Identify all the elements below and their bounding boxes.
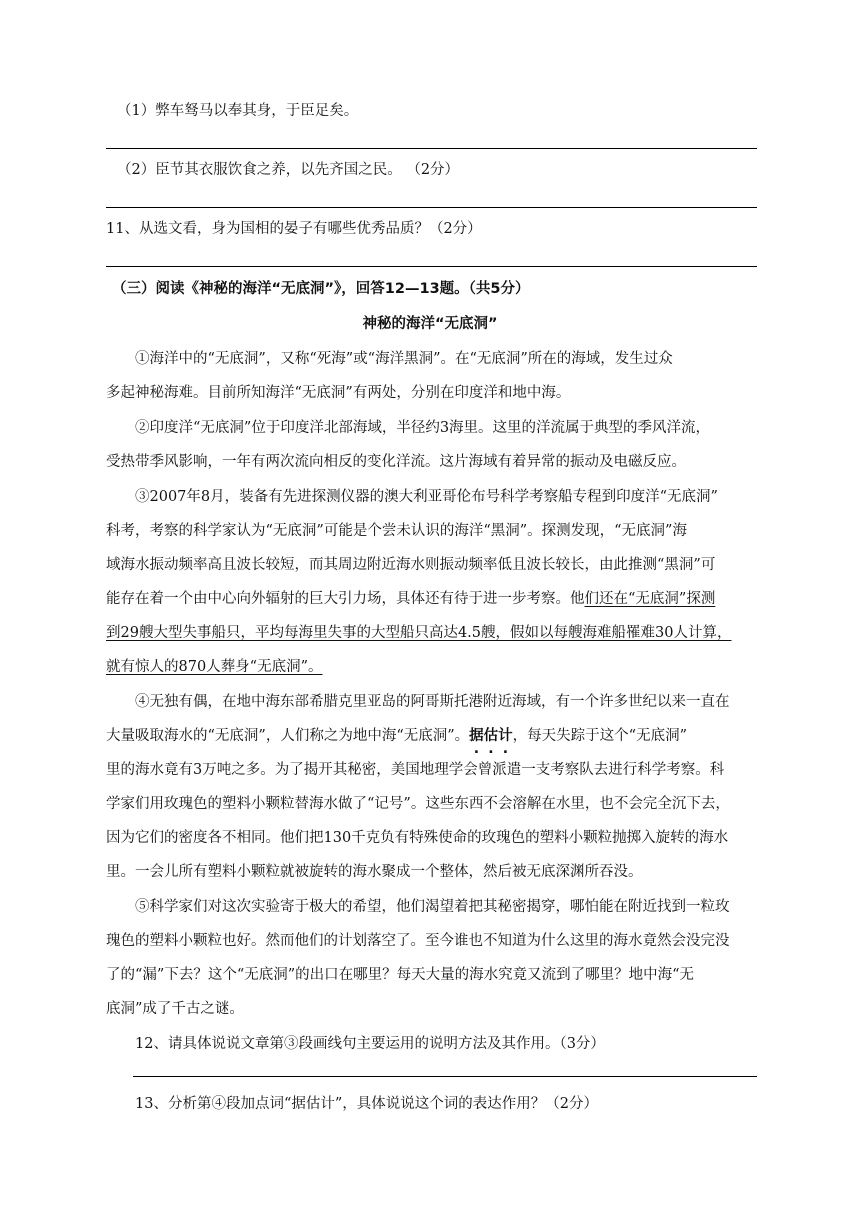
p4-line-1: ④无独有偶，在地中海东部希腊克里亚岛的阿哥斯托港附近海域，有一个许多世纪以来一直在 [135,694,730,710]
p3-line-4 [106,589,715,609]
q10-sentence-2: （2）臣节其衣服饮食之养，以先齐国之民。 （2分） [117,162,460,178]
p3-line-4-plain: 能存在着一个由中心向外辐射的巨大引力场，具体还有待于进一步考察。他 [106,591,585,607]
p3-underlined-line-5: 到29艘大型失事船只，平均每海里失事的大型船只高达4.5艘，假如以每艘海难船罹难30人计算， [106,625,732,641]
p4-line-2-start: 大量吸取海水的“无底洞”，人们称之为地中海“无底洞”。 [106,728,470,744]
dotted-char: 计 [498,728,513,744]
p4-line-3: 里的海水竟有3万吨之多。为了揭开其秘密，美国地理学会曾派遣一支考察队去进行科学考察。科 [106,762,725,778]
p5-line-2: 瑰色的塑料小颗粒也好。然而他们的计划落空了。至今谁也不知道为什么这里的海水竟然会没完没 [106,933,730,949]
p5-line-3: 了的“漏”下去？这个“无底洞”的出口在哪里？每天大量的海水究竟又流到了哪里？地中海“无 [106,967,695,983]
p3-underlined-start: 们还在“无底洞”探测 [584,591,716,607]
article-title: 神秘的海洋“无底洞” [362,316,498,332]
question-12: 12、请具体说说文章第③段画线句主要运用的说明方法及其作用。（3分） [135,1036,605,1052]
p5-line-4: 底洞”成了千古之谜。 [106,1001,244,1017]
dotted-char: 据 [469,728,484,744]
q10-sentence-1: （1）弊车驽马以奉其身，于臣足矣。 [117,103,359,119]
answer-line [106,207,757,208]
p3-line-1: ③2007年8月，装备有先进探测仪器的澳大利亚哥伦布号科学考察船专程到印度洋“无底洞” [135,489,718,505]
section-heading: （三）阅读《神秘的海洋“无底洞”》，回答12—13题。（共5分） [112,281,530,297]
p4-line-2-end: ，每天失踪于这个“无底洞” [512,728,687,744]
p1-line-1: ①海洋中的“无底洞”，又称“死海”或“海洋黑洞”。在“无底洞”所在的海域，发生过众 [135,351,673,367]
question-11: 11、从选文看，身为国相的晏子有哪些优秀品质？（2分） [106,221,482,237]
dotted-char: 估 [483,728,499,744]
p3-line-2: 科考，考察的科学家认为“无底洞”可能是个尝未认识的海洋“黑洞”。探测发现，“无底洞”海 [106,523,687,539]
p4-line-5: 因为它们的密度各不相同。他们把130千克负有特殊使命的玫瑰色的塑料小颗粒抛掷入旋转的海水 [106,830,729,846]
p4-line-4: 学家们用玫瑰色的塑料小颗粒替海水做了“记号”。这些东西不会溶解在水里，也不会完全沉下去， [106,796,730,812]
p3-underlined-line-6: 就有惊人的870人葬身“无底洞”。 [106,659,323,675]
p1-line-2: 多起神秘海难。目前所知海洋“无底洞”有两处，分别在印度洋和地中海。 [106,385,571,401]
answer-line [106,266,757,267]
question-13: 13、分析第④段加点词“据估计”，具体说说这个词的表达作用？（2分） [135,1096,598,1112]
p4-line-2 [106,726,687,746]
answer-line [133,1076,757,1077]
answer-line [106,148,757,149]
p5-line-1: ⑤科学家们对这次实验寄于极大的希望，他们渴望着把其秘密揭穿，哪怕能在附近找到一粒玫 [135,899,730,915]
p3-line-3: 域海水振动频率高且波长较短，而其周边附近海水则振动频率低且波长较长，由此推测“黑洞”可 [106,557,716,573]
p2-line-1: ②印度洋“无底洞”位于印度洋北部海域，半径约3海里。这里的洋流属于典型的季风洋流， [135,420,711,436]
p4-line-6: 里。一会儿所有塑料小颗粒就被旋转的海水聚成一个整体，然后被无底深渊所吞没。 [106,864,643,880]
p2-line-2: 受热带季风影响，一年有两次流向相反的变化洋流。这片海域有着异常的振动及电磁反应。 [106,454,686,470]
